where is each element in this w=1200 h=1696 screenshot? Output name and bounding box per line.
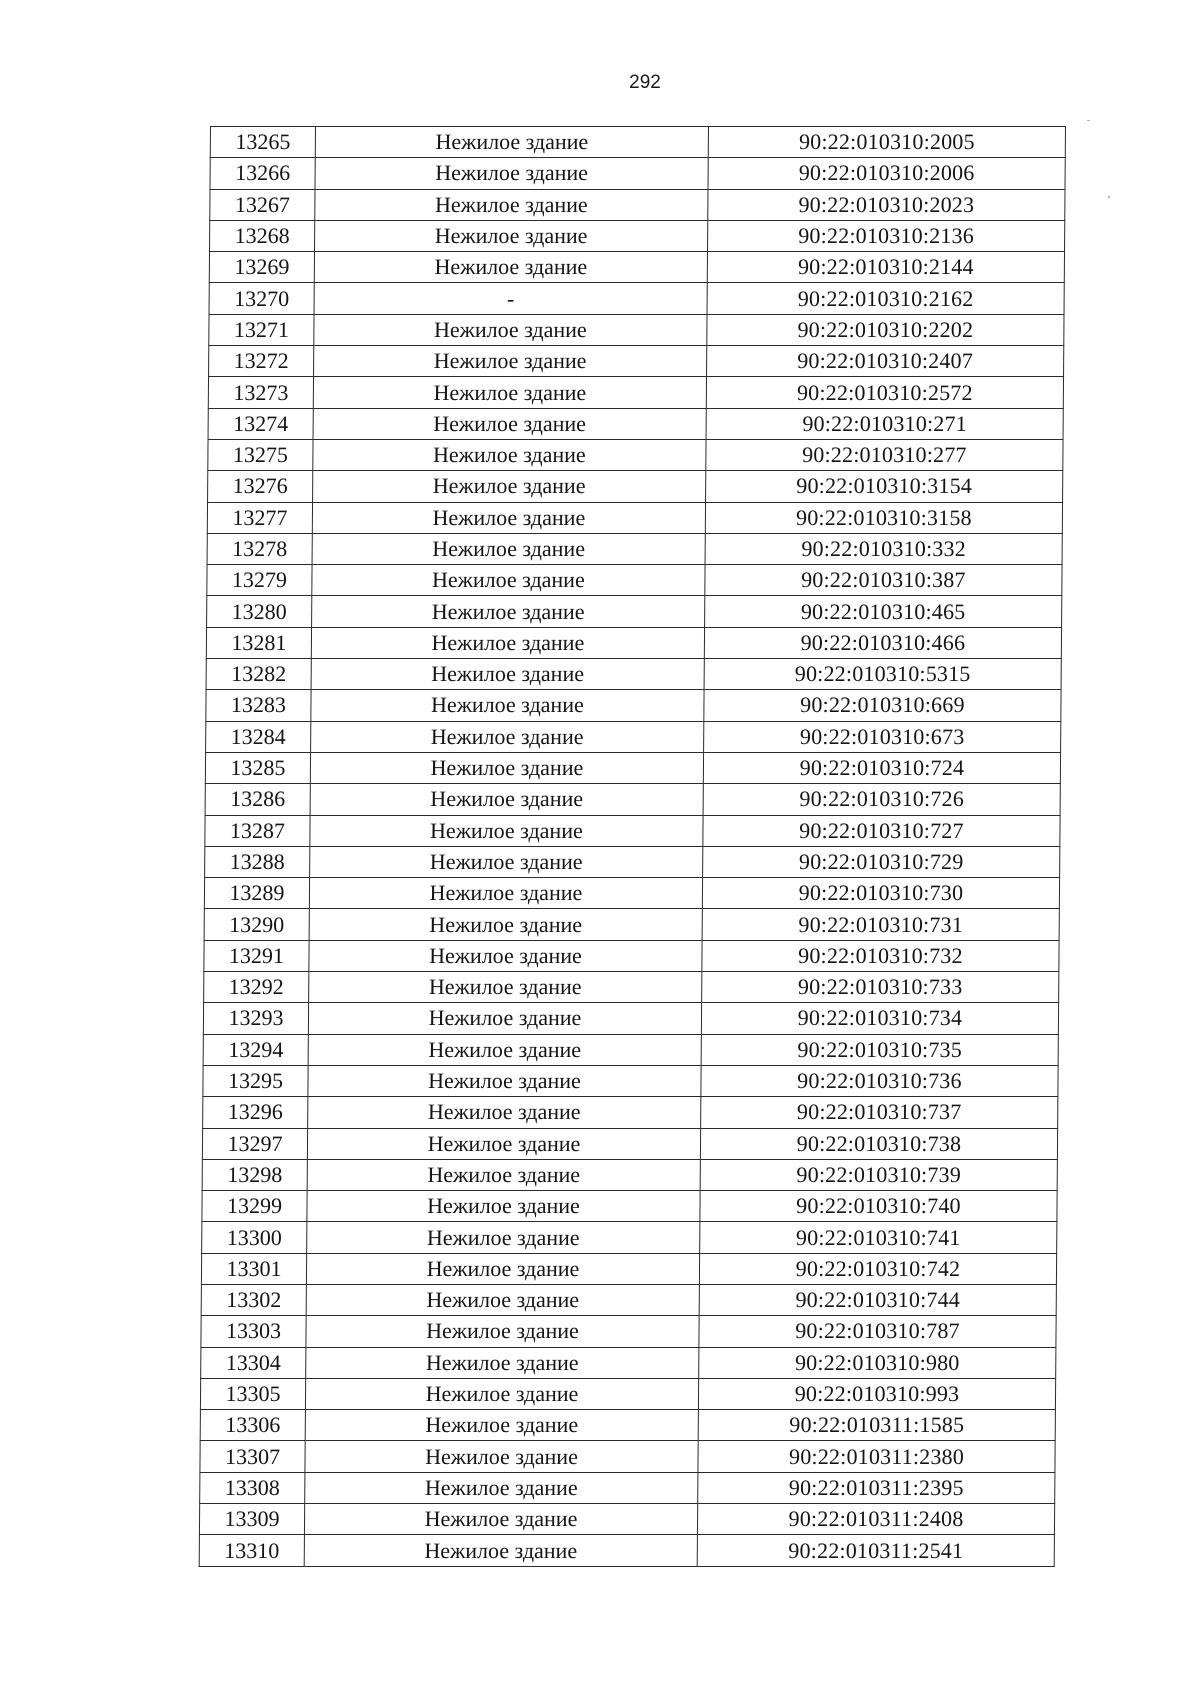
table-row bbox=[201, 1347, 1056, 1378]
object-type-cell: Нежилое здание bbox=[306, 1284, 699, 1315]
object-type-cell: Нежилое здание bbox=[315, 220, 708, 251]
table-row bbox=[206, 659, 1061, 690]
cadastral-number-cell: 90:22:010310:2006 bbox=[708, 158, 1065, 189]
table-row bbox=[204, 940, 1059, 971]
row-number-cell: 13300 bbox=[202, 1222, 307, 1253]
table-row bbox=[209, 314, 1064, 345]
row-number-cell: 13297 bbox=[202, 1128, 307, 1159]
cadastral-number-cell: 90:22:010310:980 bbox=[699, 1347, 1056, 1378]
table-row bbox=[210, 127, 1065, 158]
row-number-cell: 13274 bbox=[208, 408, 313, 439]
object-type-cell: Нежилое здание bbox=[304, 1504, 697, 1535]
cadastral-number-cell: 90:22:010311:2408 bbox=[697, 1504, 1054, 1535]
row-number-cell: 13301 bbox=[201, 1253, 306, 1284]
row-number-cell: 13267 bbox=[210, 189, 315, 220]
cadastral-number-cell: 90:22:010311:2541 bbox=[697, 1535, 1054, 1566]
table-row bbox=[203, 1097, 1058, 1128]
cadastral-number-cell: 90:22:010310:744 bbox=[699, 1284, 1056, 1315]
row-number-cell: 13291 bbox=[204, 940, 309, 971]
table-row bbox=[209, 252, 1064, 283]
registry-table-wrapper bbox=[199, 126, 1065, 1567]
row-number-cell: 13292 bbox=[204, 972, 309, 1003]
table-row bbox=[200, 1441, 1055, 1472]
cadastral-number-cell: 90:22:010310:2144 bbox=[707, 252, 1064, 283]
row-number-cell: 13294 bbox=[203, 1034, 308, 1065]
cadastral-number-cell: 90:22:010310:732 bbox=[702, 940, 1059, 971]
table-row bbox=[206, 721, 1061, 752]
cadastral-number-cell: 90:22:010310:736 bbox=[701, 1065, 1058, 1096]
cadastral-number-cell: 90:22:010310:332 bbox=[705, 533, 1062, 564]
object-type-cell: Нежилое здание bbox=[313, 471, 706, 502]
row-number-cell: 13270 bbox=[209, 283, 314, 314]
cadastral-number-cell: 90:22:010310:2202 bbox=[707, 314, 1064, 345]
cadastral-number-cell: 90:22:010310:733 bbox=[702, 972, 1059, 1003]
row-number-cell: 13305 bbox=[200, 1378, 305, 1409]
table-row bbox=[202, 1222, 1057, 1253]
row-number-cell: 13295 bbox=[203, 1065, 308, 1096]
table-row bbox=[210, 158, 1065, 189]
row-number-cell: 13284 bbox=[206, 721, 311, 752]
table-row bbox=[206, 690, 1061, 721]
row-number-cell: 13272 bbox=[209, 346, 314, 377]
object-type-cell: Нежилое здание bbox=[315, 189, 708, 220]
object-type-cell: Нежилое здание bbox=[305, 1472, 698, 1503]
cadastral-number-cell: 90:22:010310:727 bbox=[703, 815, 1060, 846]
row-number-cell: 13307 bbox=[200, 1441, 305, 1472]
page-number: 292 bbox=[629, 72, 661, 93]
row-number-cell: 13299 bbox=[202, 1191, 307, 1222]
table-row bbox=[205, 815, 1060, 846]
table-row bbox=[208, 408, 1063, 439]
object-type-cell: Нежилое здание bbox=[311, 627, 704, 658]
object-type-cell: Нежилое здание bbox=[306, 1347, 699, 1378]
cadastral-number-cell: 90:22:010310:3154 bbox=[706, 471, 1063, 502]
object-type-cell: Нежилое здание bbox=[313, 439, 706, 470]
object-type-cell: Нежилое здание bbox=[312, 565, 705, 596]
table-row bbox=[199, 1535, 1054, 1566]
cadastral-number-cell: 90:22:010310:738 bbox=[700, 1128, 1057, 1159]
row-number-cell: 13303 bbox=[201, 1316, 306, 1347]
scan-speck bbox=[1108, 196, 1110, 198]
object-type-cell: Нежилое здание bbox=[307, 1222, 700, 1253]
cadastral-number-cell: 90:22:010310:735 bbox=[701, 1034, 1058, 1065]
cadastral-number-cell: 90:22:010310:729 bbox=[703, 846, 1060, 877]
table-row bbox=[205, 846, 1060, 877]
row-number-cell: 13278 bbox=[207, 533, 312, 564]
cadastral-number-cell: 90:22:010310:669 bbox=[704, 690, 1061, 721]
cadastral-number-cell: 90:22:010311:2380 bbox=[698, 1441, 1055, 1472]
object-type-cell: Нежилое здание bbox=[312, 502, 705, 533]
cadastral-number-cell: 90:22:010310:2162 bbox=[707, 283, 1064, 314]
object-type-cell: Нежилое здание bbox=[312, 596, 705, 627]
row-number-cell: 13277 bbox=[207, 502, 312, 533]
table-row bbox=[210, 189, 1065, 220]
cadastral-number-cell: 90:22:010310:277 bbox=[706, 439, 1063, 470]
cadastral-number-cell: 90:22:010310:739 bbox=[700, 1159, 1057, 1190]
table-row bbox=[201, 1253, 1056, 1284]
cadastral-number-cell: 90:22:010310:737 bbox=[701, 1097, 1058, 1128]
row-number-cell: 13265 bbox=[210, 127, 315, 158]
object-type-cell: Нежилое здание bbox=[307, 1191, 700, 1222]
object-type-cell: Нежилое здание bbox=[306, 1253, 699, 1284]
row-number-cell: 13282 bbox=[206, 659, 311, 690]
table-row bbox=[207, 596, 1062, 627]
scan-speck bbox=[1087, 120, 1090, 121]
object-type-cell: Нежилое здание bbox=[308, 1034, 701, 1065]
row-number-cell: 13293 bbox=[203, 1003, 308, 1034]
cadastral-number-cell: 90:22:010310:731 bbox=[702, 909, 1059, 940]
object-type-cell: Нежилое здание bbox=[304, 1535, 697, 1566]
object-type-cell: Нежилое здание bbox=[308, 1065, 701, 1096]
object-type-cell: Нежилое здание bbox=[313, 377, 706, 408]
table-row bbox=[204, 972, 1059, 1003]
row-number-cell: 13283 bbox=[206, 690, 311, 721]
cadastral-number-cell: 90:22:010310:734 bbox=[701, 1003, 1058, 1034]
object-type-cell: Нежилое здание bbox=[309, 878, 702, 909]
row-number-cell: 13286 bbox=[205, 784, 310, 815]
cadastral-number-cell: 90:22:010310:2407 bbox=[707, 346, 1064, 377]
table-row bbox=[202, 1159, 1057, 1190]
cadastral-number-cell: 90:22:010310:2572 bbox=[706, 377, 1063, 408]
table-row bbox=[208, 377, 1063, 408]
row-number-cell: 13276 bbox=[208, 471, 313, 502]
cadastral-number-cell: 90:22:010310:742 bbox=[699, 1253, 1056, 1284]
row-number-cell: 13285 bbox=[205, 752, 310, 783]
object-type-cell: Нежилое здание bbox=[314, 252, 707, 283]
object-type-cell: Нежилое здание bbox=[310, 815, 703, 846]
cadastral-number-cell: 90:22:010310:5315 bbox=[704, 659, 1061, 690]
row-number-cell: 13266 bbox=[210, 158, 315, 189]
row-number-cell: 13268 bbox=[210, 220, 315, 251]
table-row bbox=[202, 1191, 1057, 1222]
cadastral-number-cell: 90:22:010310:740 bbox=[700, 1191, 1057, 1222]
registry-table-body bbox=[199, 127, 1065, 1567]
row-number-cell: 13289 bbox=[204, 878, 309, 909]
table-row bbox=[200, 1472, 1055, 1503]
table-row bbox=[210, 220, 1065, 251]
row-number-cell: 13273 bbox=[208, 377, 313, 408]
table-row bbox=[203, 1034, 1058, 1065]
cadastral-number-cell: 90:22:010310:741 bbox=[700, 1222, 1057, 1253]
object-type-cell: Нежилое здание bbox=[305, 1378, 698, 1409]
object-type-cell: Нежилое здание bbox=[314, 314, 707, 345]
table-row bbox=[199, 1504, 1054, 1535]
cadastral-number-cell: 90:22:010311:2395 bbox=[698, 1472, 1055, 1503]
row-number-cell: 13298 bbox=[202, 1159, 307, 1190]
object-type-cell: Нежилое здание bbox=[307, 1159, 700, 1190]
cadastral-number-cell: 90:22:010310:730 bbox=[702, 878, 1059, 909]
table-row bbox=[208, 439, 1063, 470]
object-type-cell: Нежилое здание bbox=[310, 784, 703, 815]
table-row bbox=[205, 784, 1060, 815]
object-type-cell: Нежилое здание bbox=[310, 752, 703, 783]
row-number-cell: 13304 bbox=[201, 1347, 306, 1378]
object-type-cell: Нежилое здание bbox=[307, 1128, 700, 1159]
cadastral-number-cell: 90:22:010310:466 bbox=[704, 627, 1061, 658]
table-row bbox=[200, 1410, 1055, 1441]
row-number-cell: 13275 bbox=[208, 439, 313, 470]
table-row bbox=[204, 909, 1059, 940]
row-number-cell: 13306 bbox=[200, 1410, 305, 1441]
row-number-cell: 13288 bbox=[205, 846, 310, 877]
table-row bbox=[207, 502, 1062, 533]
cadastral-number-cell: 90:22:010310:787 bbox=[699, 1316, 1056, 1347]
table-row bbox=[208, 471, 1063, 502]
cadastral-number-cell: 90:22:010310:271 bbox=[706, 408, 1063, 439]
cadastral-number-cell: 90:22:010310:724 bbox=[703, 752, 1060, 783]
table-row bbox=[207, 565, 1062, 596]
object-type-cell: Нежилое здание bbox=[305, 1410, 698, 1441]
cadastral-number-cell: 90:22:010310:2136 bbox=[708, 220, 1065, 251]
object-type-cell: Нежилое здание bbox=[311, 690, 704, 721]
object-type-cell: - bbox=[314, 283, 707, 314]
object-type-cell: Нежилое здание bbox=[306, 1316, 699, 1347]
row-number-cell: 13280 bbox=[207, 596, 312, 627]
object-type-cell: Нежилое здание bbox=[313, 408, 706, 439]
table-row bbox=[201, 1316, 1056, 1347]
cadastral-number-cell: 90:22:010310:465 bbox=[705, 596, 1062, 627]
registry-table bbox=[199, 126, 1066, 1567]
object-type-cell: Нежилое здание bbox=[308, 1003, 701, 1034]
row-number-cell: 13271 bbox=[209, 314, 314, 345]
row-number-cell: 13309 bbox=[199, 1504, 304, 1535]
row-number-cell: 13302 bbox=[201, 1284, 306, 1315]
object-type-cell: Нежилое здание bbox=[308, 1097, 701, 1128]
row-number-cell: 13290 bbox=[204, 909, 309, 940]
object-type-cell: Нежилое здание bbox=[305, 1441, 698, 1472]
cadastral-number-cell: 90:22:010310:2023 bbox=[708, 189, 1065, 220]
cadastral-number-cell: 90:22:010310:993 bbox=[698, 1378, 1055, 1409]
cadastral-number-cell: 90:22:010310:3158 bbox=[705, 502, 1062, 533]
object-type-cell: Нежилое здание bbox=[309, 909, 702, 940]
cadastral-number-cell: 90:22:010310:387 bbox=[705, 565, 1062, 596]
cadastral-number-cell: 90:22:010310:726 bbox=[703, 784, 1060, 815]
table-row bbox=[202, 1128, 1057, 1159]
table-row bbox=[200, 1378, 1055, 1409]
row-number-cell: 13296 bbox=[203, 1097, 308, 1128]
table-row bbox=[205, 752, 1060, 783]
object-type-cell: Нежилое здание bbox=[315, 158, 708, 189]
object-type-cell: Нежилое здание bbox=[309, 972, 702, 1003]
row-number-cell: 13287 bbox=[205, 815, 310, 846]
cadastral-number-cell: 90:22:010311:1585 bbox=[698, 1410, 1055, 1441]
table-row bbox=[209, 283, 1064, 314]
table-row bbox=[203, 1003, 1058, 1034]
row-number-cell: 13308 bbox=[200, 1472, 305, 1503]
table-row bbox=[201, 1284, 1056, 1315]
row-number-cell: 13310 bbox=[199, 1535, 304, 1566]
table-row bbox=[203, 1065, 1058, 1096]
object-type-cell: Нежилое здание bbox=[312, 533, 705, 564]
cadastral-number-cell: 90:22:010310:673 bbox=[704, 721, 1061, 752]
row-number-cell: 13281 bbox=[206, 627, 311, 658]
object-type-cell: Нежилое здание bbox=[309, 940, 702, 971]
object-type-cell: Нежилое здание bbox=[315, 127, 708, 158]
object-type-cell: Нежилое здание bbox=[314, 346, 707, 377]
table-row bbox=[204, 878, 1059, 909]
row-number-cell: 13279 bbox=[207, 565, 312, 596]
row-number-cell: 13269 bbox=[209, 252, 314, 283]
object-type-cell: Нежилое здание bbox=[311, 721, 704, 752]
table-row bbox=[206, 627, 1061, 658]
object-type-cell: Нежилое здание bbox=[311, 659, 704, 690]
object-type-cell: Нежилое здание bbox=[310, 846, 703, 877]
table-row bbox=[207, 533, 1062, 564]
cadastral-number-cell: 90:22:010310:2005 bbox=[708, 127, 1065, 158]
table-row bbox=[209, 346, 1064, 377]
